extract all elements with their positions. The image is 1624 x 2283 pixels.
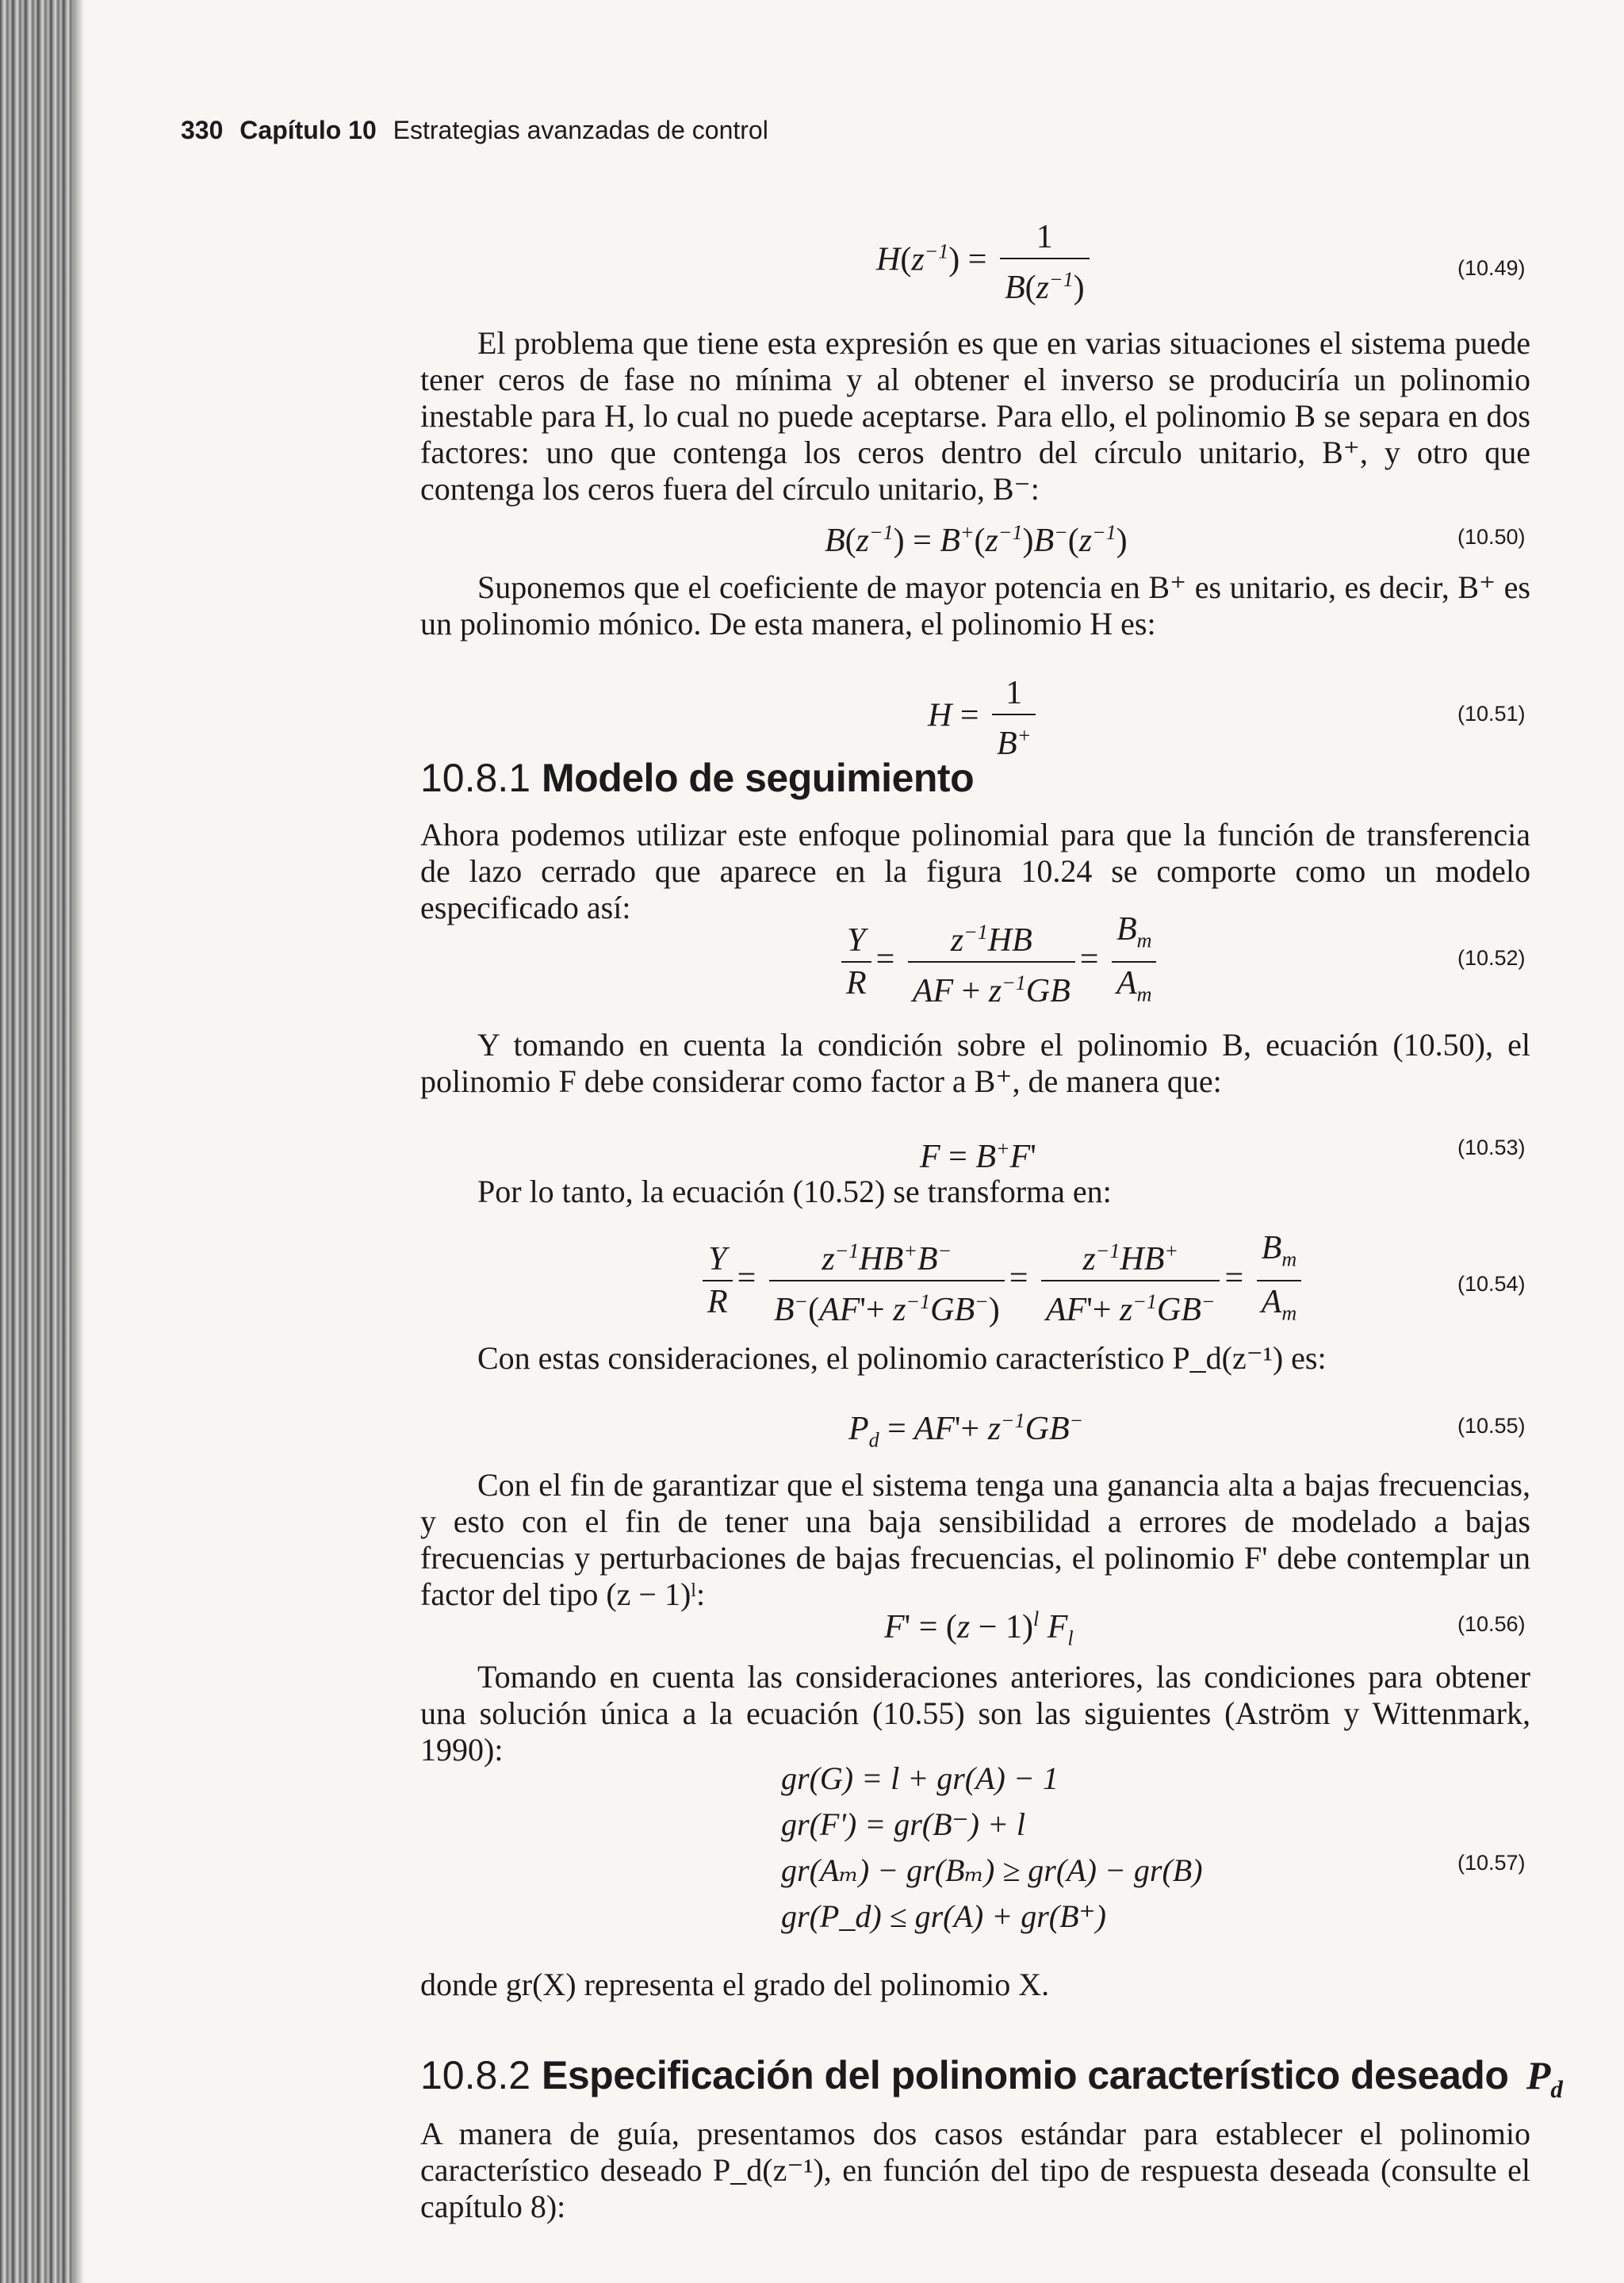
equation-number: (10.51) bbox=[1457, 702, 1526, 726]
paragraph: Y tomando en cuenta la condición sobre el polinomio B, ecuación (10.50), el polinomio F debe considerar como factor a B⁺, de manera que: bbox=[420, 1027, 1530, 1099]
condition-line: gr(Aₘ) − gr(Bₘ) ≥ gr(A) − gr(B) bbox=[781, 1852, 1203, 1888]
equation-number: (10.53) bbox=[1457, 1136, 1526, 1159]
equation-10-56: $F' = (z - 1)^l$ $F_l$ bbox=[884, 1607, 1074, 1650]
condition-line: gr(P_d) ≤ gr(A) + gr(B⁺) bbox=[781, 1898, 1106, 1934]
equation-number: (10.49) bbox=[1457, 256, 1526, 280]
binding-edge bbox=[73, 0, 84, 2283]
equation-10-49: $H(z^{-1})$ = $\frac{1}{B(z^{-1})}$ bbox=[876, 218, 1094, 307]
condition-line: gr(G) = l + gr(A) − 1 bbox=[781, 1760, 1059, 1796]
paragraph: El problema que tiene esta expresión es que en varias situaciones el sistema puede tener ceros de fase no mínima y al obtener el inverso se produciría un polinomio inestable para H, lo cual no puede aceptarse. Para ello, el polinomio B se separa en dos factores: uno que contenga los ceros dentro del círculo unitario, B⁺, y otro que contenga los ceros fuera del círculo unitario, B⁻: bbox=[420, 325, 1530, 507]
section-title: Modelo de seguimiento bbox=[542, 756, 975, 800]
paragraph: A manera de guía, presentamos dos casos estándar para establecer el polinomio característico deseado P_d(z⁻¹), en función del tipo de respuesta deseada (consulte el capítulo 8): bbox=[420, 2116, 1530, 2224]
equation-10-53: F = B+F' bbox=[920, 1137, 1036, 1175]
paragraph: Suponemos que el coeficiente de mayor potencia en B⁺ es unitario, es decir, B⁺ es un polinomio mónico. De esta manera, el polinomio H es: bbox=[420, 569, 1530, 642]
equation-10-57 bbox=[781, 1756, 1203, 1940]
equation-number: (10.57) bbox=[1457, 1851, 1526, 1875]
section-symbol: $P_d$ bbox=[1526, 2053, 1563, 2103]
paragraph: Con el fin de garantizar que el sistema tenga una ganancia alta a bajas frecuencias, y esto con el fin de tener una baja sensibilidad a errores de modelado a bajas frecuencias y perturbaciones de bajas frecuencias, el polinomio F' debe contemplar un factor del tipo (z − 1)ˡ: bbox=[420, 1467, 1530, 1612]
section-number: 10.8.1 bbox=[420, 756, 531, 800]
condition-line: gr(F') = gr(B⁻) + l bbox=[781, 1806, 1026, 1842]
running-head bbox=[181, 116, 768, 145]
section-heading bbox=[420, 755, 974, 801]
equation-10-54: $\frac{Y}{R}$ = $\frac{z^{-1}HB^+B^-}{B^-(AF'+ z^{-1}GB^-)}$ = $\frac{z^{-1}HB^+}{AF'+ z^{-1}GB^-}$ = $\frac{B_m}{A_m}$ bbox=[698, 1229, 1306, 1333]
equation-number: (10.55) bbox=[1457, 1414, 1526, 1438]
equation-number: (10.56) bbox=[1457, 1612, 1526, 1636]
equation-number: (10.54) bbox=[1457, 1272, 1526, 1296]
chapter-label: Capítulo 10 bbox=[239, 116, 377, 144]
book-binding-shadow bbox=[0, 0, 73, 2283]
equation-10-52: $\frac{Y}{R}$ = $\frac{z^{-1}HB}{AF + z^{-1}GB}$ = $\frac{B_m}{A_m}$ bbox=[837, 910, 1161, 1014]
chapter-title: Estrategias avanzadas de control bbox=[393, 116, 768, 144]
paragraph: Con estas consideraciones, el polinomio característico P_d(z⁻¹) es: bbox=[477, 1340, 1327, 1376]
paragraph: donde gr(X) representa el grado del polinomio X. bbox=[420, 1967, 1050, 2002]
equation-10-51: H = $\frac{1}{B^+}$ bbox=[928, 674, 1040, 763]
equation-10-55: $P_d = AF'+ z^{-1}GB^-$ bbox=[848, 1409, 1084, 1452]
equation-number: (10.50) bbox=[1457, 525, 1526, 549]
paragraph: Por lo tanto, la ecuación (10.52) se transforma en: bbox=[477, 1174, 1112, 1209]
equation-number: (10.52) bbox=[1457, 946, 1526, 970]
page-number: 330 bbox=[181, 116, 224, 144]
section-title: Especificación del polinomio característico deseado bbox=[542, 2053, 1509, 2097]
equation-10-50: $B(z^{-1}) = B^+(z^{-1})B^-(z^{-1})$ bbox=[825, 521, 1128, 559]
section-number: 10.8.2 bbox=[420, 2053, 531, 2097]
section-heading bbox=[420, 2052, 1563, 2104]
paragraph: Tomando en cuenta las consideraciones anteriores, las condiciones para obtener una solución única a la ecuación (10.55) son las siguientes (Aström y Wittenmark, 1990): bbox=[420, 1659, 1530, 1768]
paragraph: Ahora podemos utilizar este enfoque polinomial para que la función de transferencia de lazo cerrado que aparece en la figura 10.24 se comporte como un modelo especificado así: bbox=[420, 817, 1530, 925]
